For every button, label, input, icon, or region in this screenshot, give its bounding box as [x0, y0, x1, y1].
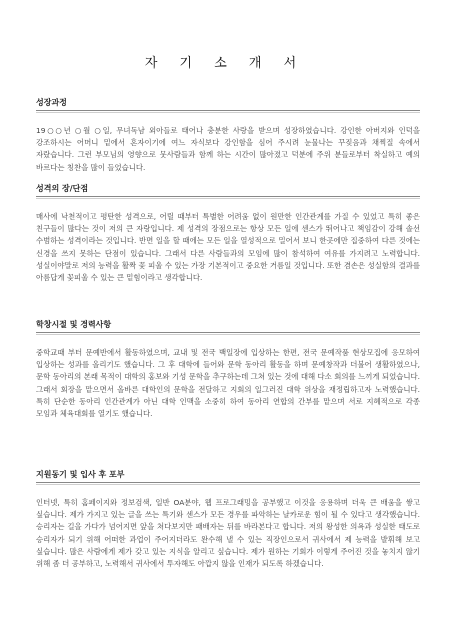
document-title: 자 기 소 개 서 — [144, 56, 306, 71]
section-growth — [36, 97, 420, 174]
section-personality — [36, 183, 420, 284]
section-heading: 성장과정 — [36, 97, 420, 111]
section-body: 19○○년 ○월 ○일, 무녀독남 외아들로 태어나 충분한 사랑을 받으며 성장하였습니다. 강인한 아버지와 인덕을 강조하시는 어머니 밑에서 혼자이기에 여느 자식보다 강인함을 심어 주시려 눈물나는 꾸짖음과 채찍질 속에서 자랐습니다. 그런 부모님의 영향으로 뭇사람들과 함께 하는 시간이 많아졌고 덕분에 주위 분들로부터 착실하고 예의 바르다는 칭찬을 많이 들었습니다. — [36, 126, 420, 172]
section-body: 중학교때 부터 문예반에서 활동하였으며, 교내 및 전국 백일장에 입상하는 한편, 전국 문예작품 현상모집에 응모하여 입상하는 성과를 올리기도 했습니다. 그 후 대학에 들어와 문학 동아리 활동을 하며 문예창작과 더불어 생활하였으나, 문학 동아리의 본래 목적이 대학의 홍보와 기성 문학을 추구하는데 그쳐 있는 것에 대해 다소 회의를 느끼게 되었습니다. 그래서 회장을 맡으면서 올바른 대학인의 문학을 전달하고 지회의 일그러진 대학 위상을 재정립하고자 노력했습니다. 특히 단순한 동아리 인간관계가 아닌 대학 인맥을 소중히 하여 동아리 연합의 간부를 맡으며 서로 지혜적으로 각종 모임과 체육대회를 열기도 했습니다. — [36, 348, 420, 419]
section-heading: 지원동기 및 입사 후 포부 — [36, 469, 420, 483]
section-body: 인터넷, 특히 홈페이지와 정보검색, 일반 OA분야, 웹 프로그래밍을 공부했고 이것을 응용하며 더욱 큰 배움을 쌓고 싶습니다. 제가 가지고 있는 글을 쓰는 특기와 센스가 모든 경우를 파악하는 날카로운 힘이 될 수 있다고 생각했습니다. 승리자는 길을 가다가 넘어지면 앞을 쳐다보지만 패배자는 뒤를 바라본다고 합니다. 저의 왕성한 의욕과 성실한 태도로 승리자가 되기 위해 어떠한 과업이 주어지더라도 완수해 낼 수 있는 직장인으로서 귀사에서 제 능력을 발휘해 보고 싶습니다. 많은 사람에게 제가 갖고 있는 지식을 알리고 싶습니다. 제가 원하는 기회가 이렇게 주어진 것을 놓치지 않기 위해 좀 더 공부하고, 노력해서 귀사에서 투자해도 아깝지 않을 인재가 되도록 하겠습니다. — [36, 498, 420, 569]
section-school-career — [36, 319, 420, 420]
section-heading: 성격의 장/단점 — [36, 183, 420, 197]
section-body: 매사에 낙천적이고 평탄한 성격으로, 어릴 때부터 특별한 어려움 없이 원만한 인간관계를 가질 수 있었고 특히 좋은 친구들이 많다는 것이 저의 큰 자랑입니다. 제 성격의 장점으로는 항상 모든 일에 센스가 뛰어나고 책임감이 강해 솔선 수범하는 성격이라는 것입니다. 반면 일을 할 때에는 모든 일을 열성적으로 밀어서 보니 한곳에만 집중하여 다른 것에는 신경을 쓰지 못하는 단점이 있습니다. 그래서 다른 사람들과의 모임에 많이 참석하여 여유를 가지려고 노력합니다. 성실이야말로 저의 능력을 활짝 꽃 피울 수 있는 가장 기본적이고 중요한 거름일 것입니다. 또한 겸손은 성실함의 결과를 아름답게 꽃피울 수 있는 큰 밑힘이라고 생각합니다. — [36, 212, 420, 283]
section-motivation — [36, 469, 420, 570]
section-heading: 학창시절 및 경력사항 — [36, 319, 420, 333]
